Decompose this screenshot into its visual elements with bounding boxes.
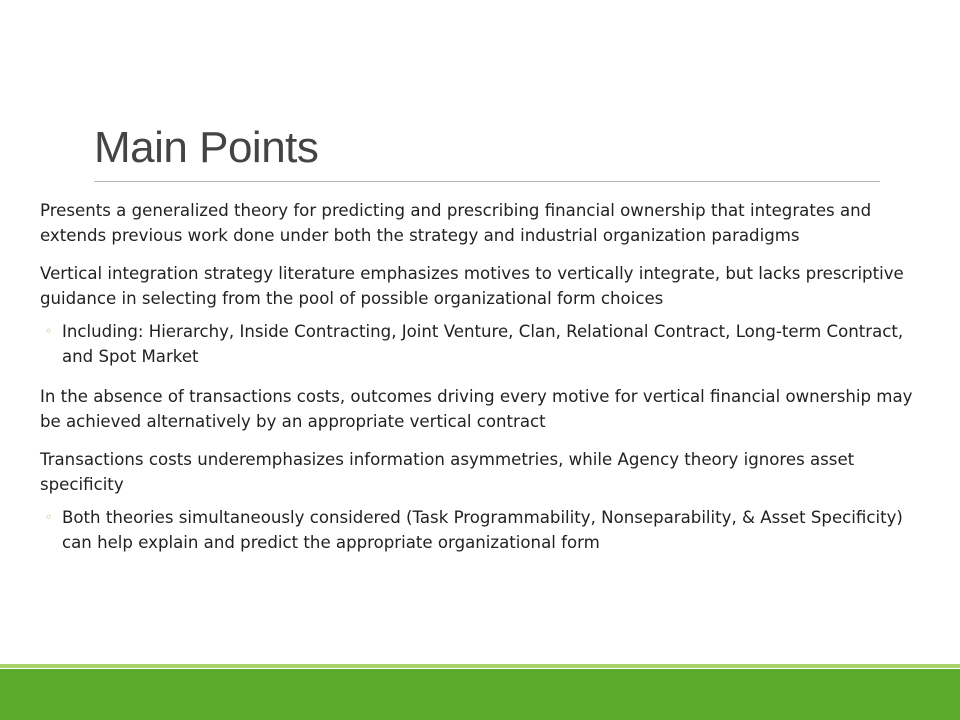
point-4-subpoint: [45, 505, 915, 555]
slide-title: Main Points: [94, 123, 319, 172]
point-4-subpoint-text: Both theories simultaneously considered (Task Programmability, Nonseparability, & Asset Specificity) can help explain and predict the appropriate organizational form: [62, 508, 903, 552]
circle-bullet-icon: ◦: [45, 510, 53, 524]
slide-body: [40, 198, 915, 570]
circle-bullet-icon: ◦: [45, 324, 53, 338]
footer-bar: [0, 669, 960, 720]
point-2: Vertical integration strategy literature emphasizes motives to vertically integrate, but lacks prescriptive guidance in selecting from the pool of possible organizational form choices: [40, 264, 904, 308]
point-2-subpoint: [45, 319, 915, 369]
point-4: Transactions costs underemphasizes information asymmetries, while Agency theory ignores asset specificity: [40, 450, 855, 494]
title-divider: [94, 181, 880, 182]
footer-accent-line: [0, 664, 960, 668]
point-2-subpoint-text: Including: Hierarchy, Inside Contracting, Joint Venture, Clan, Relational Contract, Long-term Contract, and Spot Market: [62, 322, 904, 366]
point-3: In the absence of transactions costs, outcomes driving every motive for vertical financial ownership may be achieved alternatively by an appropriate vertical contract: [40, 387, 913, 431]
point-1: Presents a generalized theory for predicting and prescribing financial ownership that integrates and extends previous work done under both the strategy and industrial organization paradigms: [40, 201, 872, 245]
